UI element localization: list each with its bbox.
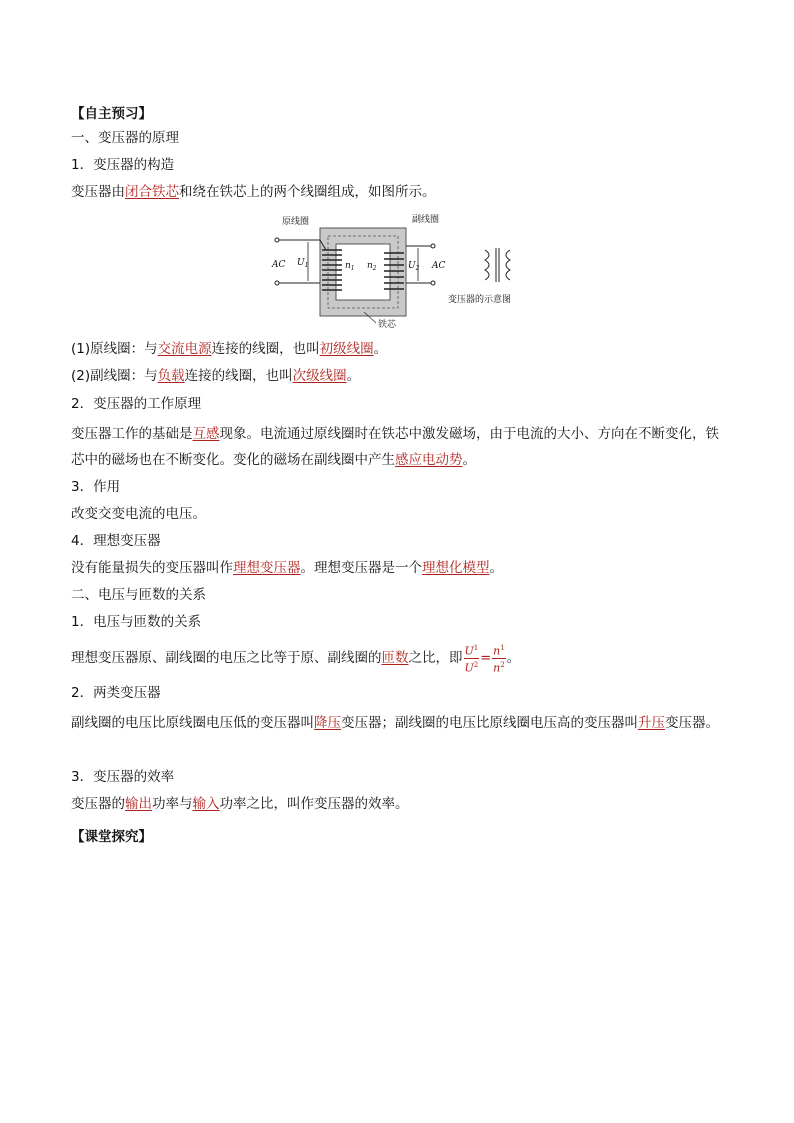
item4-text — [71, 558, 503, 578]
text: 变压器工作的基础是 — [71, 426, 193, 442]
u1-label — [297, 258, 308, 269]
numerator-symbol: U — [464, 644, 474, 658]
coil2-text — [71, 366, 360, 386]
text: 副线圈的电压比原线圈电压低的变压器叫 — [71, 715, 314, 731]
answer-blank: 初级线圈 — [319, 341, 374, 357]
secondary-coil-label: 副线圈 — [412, 215, 440, 225]
answer-blank: 输出 — [125, 796, 152, 812]
n2-symbol: n — [367, 261, 373, 271]
u1-subscript: 1 — [304, 262, 309, 269]
n2-subscript: 2 — [372, 265, 377, 272]
text: 。理想变压器是一个 — [300, 560, 422, 576]
text: (1)原线圈：与 — [71, 341, 158, 357]
item2-text — [71, 421, 731, 473]
text: 之比，即 — [408, 650, 463, 667]
text: 功率之比，叫作变压器的效率。 — [219, 796, 409, 812]
symbol-caption: 变压器的示意图 — [448, 295, 512, 305]
text: 理想变压器原、副线圈的电压之比等于原、副线圈的 — [71, 650, 382, 667]
answer-blank: 负载 — [157, 368, 185, 384]
text: 。 — [462, 452, 476, 468]
text: (2)副线圈：与 — [71, 368, 158, 384]
answer-blank: 闭合铁芯 — [125, 184, 179, 200]
equals-sign: = — [480, 651, 492, 667]
item6-title: 2．两类变压器 — [71, 685, 161, 701]
denominator-superscript: 2 — [473, 660, 479, 669]
text: 。 — [373, 341, 388, 357]
denominator-symbol: n — [493, 661, 501, 675]
answer-blank: 互感 — [192, 426, 220, 442]
item3-text: 改变交变电流的电压。 — [71, 506, 206, 522]
core-label: 铁芯 — [378, 320, 397, 330]
section-header-preview: 【自主预习】 — [71, 106, 152, 122]
denominator-superscript: 2 — [500, 660, 505, 669]
item2-title: 2．变压器的工作原理 — [71, 396, 202, 412]
text: 没有能量损失的变压器叫作 — [71, 560, 233, 576]
text: 变压器由 — [71, 184, 125, 200]
text: 变压器的 — [71, 796, 125, 812]
text: 连接的线圈，也叫 — [211, 341, 320, 357]
ac-right-label: AC — [432, 261, 446, 271]
answer-blank: 降压 — [314, 715, 341, 731]
answer-blank: 交流电源 — [157, 341, 212, 357]
item6-text — [71, 710, 731, 736]
n1-symbol: n — [345, 261, 351, 271]
section-header-explore: 【课堂探究】 — [71, 829, 152, 845]
text: 功率与 — [152, 796, 193, 812]
u2-subscript: 2 — [415, 265, 420, 272]
text: 变压器。 — [665, 715, 719, 731]
answer-blank: 匝数 — [381, 650, 409, 667]
answer-blank: 升压 — [638, 715, 665, 731]
u1-symbol: U — [297, 258, 305, 268]
item4-title: 4．理想变压器 — [71, 533, 161, 549]
part1-title: 一、变压器的原理 — [71, 130, 179, 146]
text: 。 — [506, 650, 521, 667]
item5-title: 1．电压与匝数的关系 — [71, 614, 202, 630]
text: 连接的线圈，也叫 — [184, 368, 293, 384]
part2-title: 二、电压与匝数的关系 — [71, 587, 206, 603]
text: 。 — [346, 368, 361, 384]
text: 和绕在铁芯上的两个线圈组成，如图所示。 — [179, 184, 436, 200]
text: 。 — [489, 560, 503, 576]
denominator-symbol: U — [464, 661, 474, 675]
item1-text — [71, 182, 436, 202]
numerator-superscript: 1 — [500, 644, 505, 652]
voltage-ratio-fraction — [464, 642, 480, 674]
u2-symbol: U — [408, 261, 416, 271]
text: 现象。电流通过原线圈时在铁芯中激发磁场，由于电流的大小、方向在不断变化，铁芯中的磁场也在不断变化。变化的磁场在副线圈中产生 — [71, 426, 719, 468]
answer-blank: 输入 — [192, 796, 220, 812]
item3-title: 3．作用 — [71, 479, 121, 495]
answer-blank: 理想化模型 — [422, 560, 490, 576]
turns-ratio-fraction — [492, 642, 506, 674]
primary-coil-label: 原线圈 — [282, 217, 310, 227]
ac-left-label: AC — [272, 260, 286, 270]
item1-title: 1．变压器的构造 — [71, 157, 175, 173]
item7-title: 3．变压器的效率 — [71, 769, 175, 785]
n1-subscript: 1 — [350, 265, 355, 272]
transformer-symbol — [485, 248, 510, 282]
numerator-symbol: n — [493, 644, 501, 658]
transformer-diagram — [270, 208, 540, 333]
answer-blank: 次级线圈 — [292, 368, 347, 384]
coil1-text — [71, 339, 387, 359]
item5-text — [71, 642, 520, 674]
core-window — [336, 244, 390, 300]
answer-blank: 感应电动势 — [395, 452, 463, 468]
answer-blank: 理想变压器 — [233, 560, 301, 576]
item7-text — [71, 794, 409, 814]
text: 变压器；副线圈的电压比原线圈电压高的变压器叫 — [341, 715, 638, 731]
numerator-superscript: 1 — [473, 644, 479, 652]
secondary-coil — [384, 253, 404, 289]
